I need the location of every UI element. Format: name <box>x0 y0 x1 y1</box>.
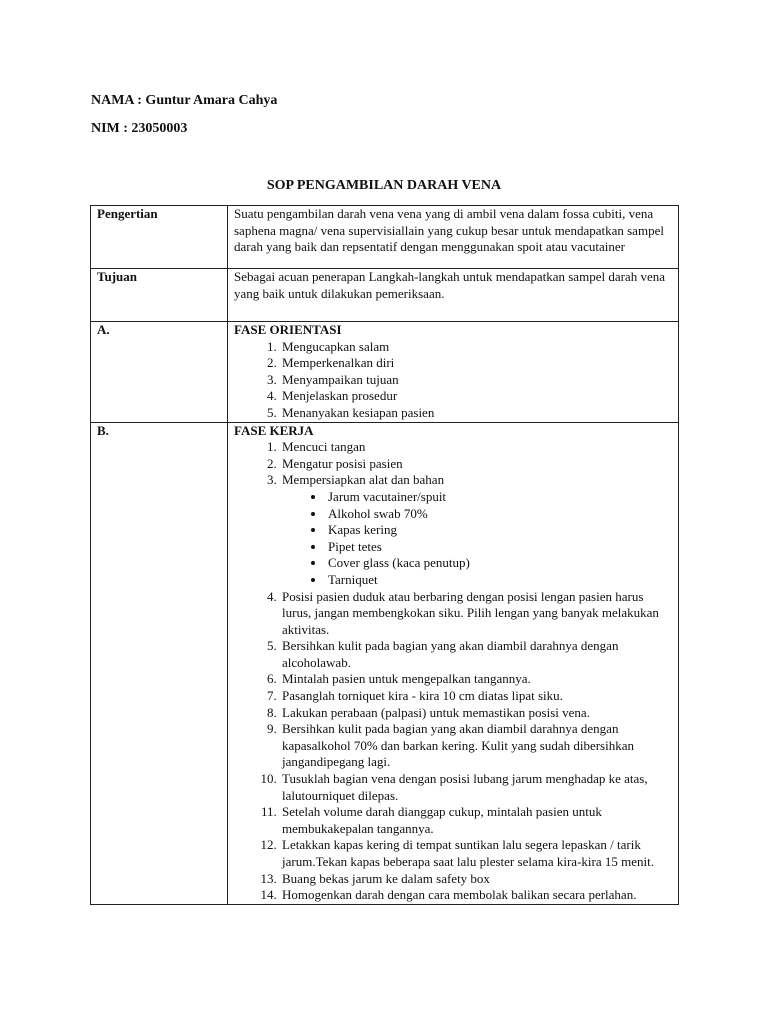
row-fase-kerja <box>91 422 679 904</box>
bullet-item: • Alkohol swab 70% <box>326 506 674 523</box>
list-item: 5. Bersihkan kulit pada bagian yang akan diambil darahnya dengan alcoholawab. <box>280 638 674 671</box>
document-title: SOP PENGAMBILAN DARAH VENA <box>266 178 502 193</box>
kerja-steps <box>234 439 674 904</box>
label-b: B. <box>91 422 228 904</box>
list-item: 9. Bersihkan kulit pada bagian yang akan diambil darahnya dengan kapasalkohol 70% dan barkan kering. Kulit yang sudah dibersihkan jangandipegang lagi. <box>280 721 674 771</box>
row-fase-orientasi <box>91 322 679 423</box>
label-tujuan: Tujuan <box>91 269 228 322</box>
list-item: 1. Mencuci tangan <box>280 439 674 456</box>
list-item: 2. Mengatur posisi pasien <box>280 456 674 473</box>
row-pengertian <box>91 206 679 269</box>
orientasi-steps <box>234 339 674 422</box>
bullet-item: • Kapas kering <box>326 522 674 539</box>
bullet-item: • Pipet tetes <box>326 539 674 556</box>
list-item <box>280 472 674 588</box>
list-item: 11. Setelah volume darah dianggap cukup, mintalah pasien untuk membukakepalan tangannya. <box>280 804 674 837</box>
student-name: NAMA : Guntur Amara Cahya <box>91 93 278 108</box>
row-tujuan <box>91 269 679 322</box>
list-item: 8. Lakukan perabaan (palpasi) untuk memastikan posisi vena. <box>280 705 674 722</box>
student-id: NIM : 23050003 <box>91 121 188 136</box>
label-a: A. <box>91 322 228 423</box>
list-item: 7. Pasanglah torniquet kira - kira 10 cm diatas lipat siku. <box>280 688 674 705</box>
sop-table <box>90 205 679 905</box>
list-item: 10. Tusuklah bagian vena dengan posisi lubang jarum menghadap ke atas, lalutourniquet dilepas. <box>280 771 674 804</box>
list-item: 5. Menanyakan kesiapan pasien <box>280 405 674 422</box>
label-pengertian: Pengertian <box>91 206 228 269</box>
text-pengertian: Suatu pengambilan darah vena vena yang di ambil vena dalam fossa cubiti, vena saphena magna/ vena supervisiallain yang cukup besar untuk mendapatkan sampel darah yang baik dan repsentatif dengan menggunakan spoit atau vacutainer <box>228 206 679 269</box>
phase-title-orientasi: FASE ORIENTASI <box>234 322 342 337</box>
list-item: 2. Memperkenalkan diri <box>280 355 674 372</box>
list-item: 14. Homogenkan darah dengan cara membolak balikan secara perlahan. <box>280 887 674 904</box>
list-item: 3. Menyampaikan tujuan <box>280 372 674 389</box>
list-item-text: Mempersiapkan alat dan bahan <box>282 472 445 488</box>
bullet-item: • Cover glass (kaca penutup) <box>326 555 674 572</box>
bullet-item: • Jarum vacutainer/spuit <box>326 489 674 506</box>
phase-title-kerja: FASE KERJA <box>234 422 314 438</box>
list-item: 4. Posisi pasien duduk atau berbaring dengan posisi lengan pasien harus lurus, jangan membengkokan siku. Pilih lengan yang banyak melakukan aktivitas. <box>280 589 674 639</box>
list-item: 12. Letakkan kapas kering di tempat suntikan lalu segera lepaskan / tarik jarum.Tekan kapas beberapa saat lalu plester selama kira-kira 15 menit. <box>280 837 674 870</box>
list-item: 4. Menjelaskan prosedur <box>280 388 674 405</box>
text-tujuan: Sebagai acuan penerapan Langkah-langkah untuk mendapatkan sampel darah vena yang baik untuk dilakukan pemeriksaan. <box>228 269 679 322</box>
list-item: 6. Mintalah pasien untuk mengepalkan tangannya. <box>280 671 674 688</box>
list-item: 1. Mengucapkan salam <box>280 339 674 356</box>
bullet-item: • Tarniquet <box>326 572 674 589</box>
list-item: 13. Buang bekas jarum ke dalam safety box <box>280 871 674 888</box>
materials-list <box>282 489 674 589</box>
